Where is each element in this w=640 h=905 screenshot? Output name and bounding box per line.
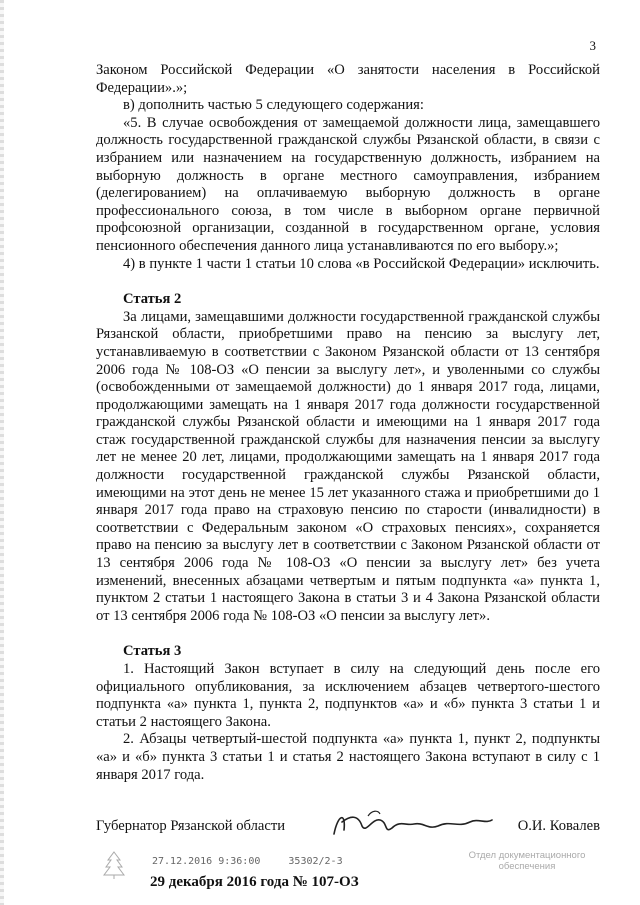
paragraph-2: в) дополнить частью 5 следующего содержания: — [123, 97, 424, 114]
fir-tree-icon — [100, 850, 128, 880]
footer-timestamp: 27.12.2016 9:36:00 — [152, 856, 261, 867]
article-3-heading: Статья 3 — [123, 643, 182, 660]
governor-title: Губернатор Рязанской области — [96, 818, 286, 834]
document-body — [96, 62, 600, 784]
footer-meta — [152, 856, 365, 867]
article-3-item-2: 2. Абзацы четвертый-шестой подпункта «а» пункта 1, пункт 2, подпункты «а» и «б» пункта 3 статьи 1 и статья 2 настоящего Закона вступают в силу с 1 января 2017 года. — [96, 731, 600, 783]
article-2-text: За лицами, замещавшими должности государственной гражданской службы Рязанской области, приобретшими право на пенсию за выслугу лет, устанавливаемую в соответствии с Законом Рязанской области от 13 сентября 2006 года № 108-ОЗ «О пенсии за выслугу лет», и уволенными со службы (освобожденными от замещаемой должности) до 1 января 2017 года, лицами, продолжающими замещать на 1 января 2017 года должности государственной гражданской службы Рязанской области и имеющими на 1 января 2017 года стаж государственной гражданской службы для назначения пенсии за выслугу лет не менее 20 лет, лицами, продолжающими замещать на 1 января 2017 года должности государственной гражданской службы Рязанской области, имеющими на этот день не менее 15 лет указанного стажа и приобретшими до 1 января 2017 года право на страховую пенсию по старости (инвалидности) в соответствии с Федеральным законом «О страховых пенсиях», сохраняется право на пенсию за выслугу лет в соответствии с Законом Рязанской области от 13 сентября 2006 года № 108-ОЗ «О пенсии за выслугу лет» без учета изменений, внесенных абзацами четвертым и пятым подпункта «а» пункта 1, пунктом 2 статьи 1 настоящего Закона в статьи 3 и 4 Закона Рязанской области от 13 сентября 2006 года № 108-ОЗ «О пенсии за выслугу лет». — [96, 308, 600, 624]
page-number: 3 — [589, 38, 596, 53]
article-2-heading: Статья 2 — [123, 291, 182, 308]
handwritten-signature — [328, 804, 498, 844]
paragraph-1: Законом Российской Федерации «О занятости населения в Российской Федерации».»; — [96, 62, 600, 96]
footer-doc-code: 35302/2-3 — [288, 856, 343, 867]
paragraph-4: 4) в пункте 1 части 1 статьи 10 слова «в Российской Федерации» исключить. — [123, 255, 600, 272]
law-date-number: 29 декабря 2016 года № 107-ОЗ — [150, 874, 359, 890]
scan-edge — [0, 0, 4, 905]
paragraph-3: «5. В случае освобождения от замещаемой должности лица, замещавшего должность государственной гражданской службы Рязанской области, в связи с избранием или назначением на государственную должность, избранием на выборную должность в органе местного самоуправления, избранием (делегированием) на оплачиваемую выборную должность в органе профессионального союза, в том числе в выборном органе первичной профсоюзной организации, созданной в государственном органе, условия пенсионного обеспечения данного лица устанавливаются по его выбору.»; — [96, 114, 600, 254]
article-3-item-1: 1. Настоящий Закон вступает в силу на следующий день после его официального опубликования, за исключением абзацев четвертого-шестого подпункта «а» пункта 1, пункта 2, подпунктов «а» и «б» пункта 3 статьи 1 и статьи 2 настоящего Закона. — [96, 661, 600, 730]
registration-stamp: Отдел документационного обеспечения — [468, 850, 586, 872]
governor-name: О.И. Ковалев — [517, 818, 600, 834]
